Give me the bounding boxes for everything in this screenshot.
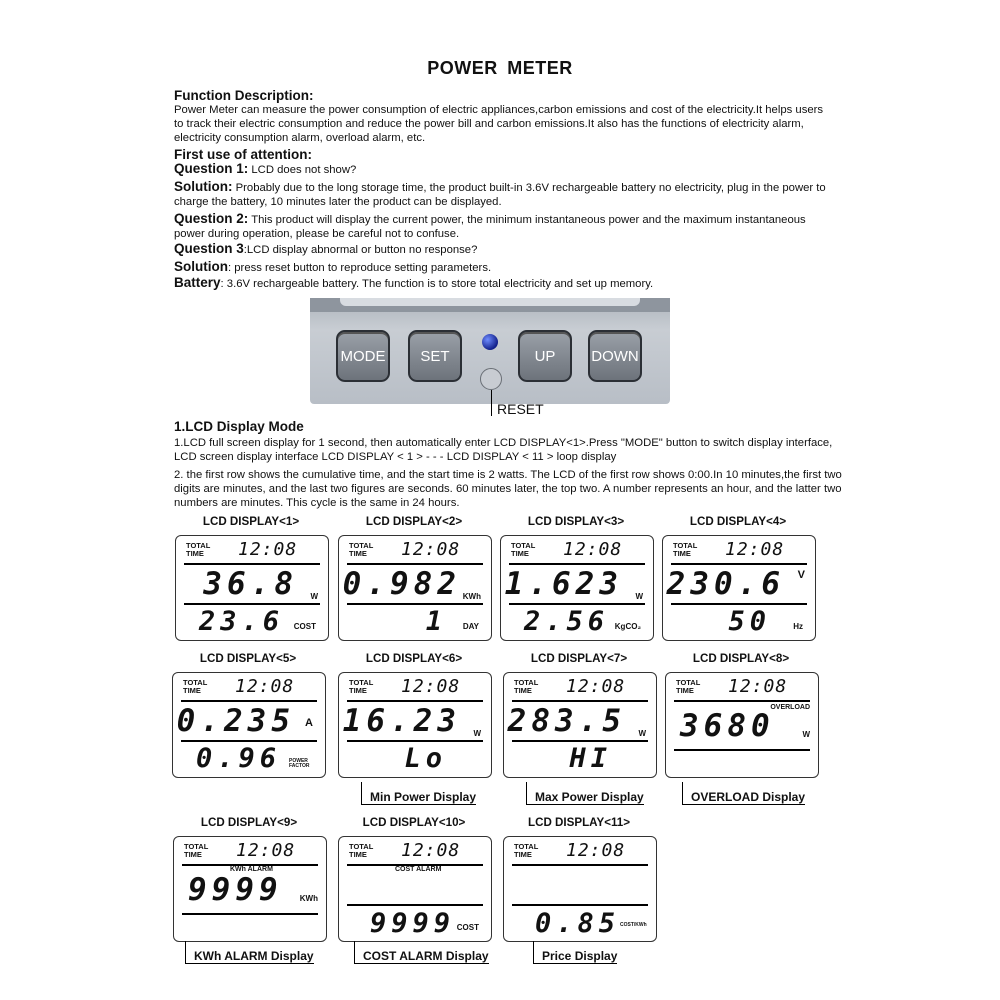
lcd-mid-unit: KgCO₂ <box>614 622 641 631</box>
lcd-big-unit: W <box>473 729 481 738</box>
set-button[interactable]: SET <box>408 330 462 382</box>
time-label: TIME <box>511 549 529 558</box>
lcd-big-value: 9999 <box>188 872 283 908</box>
total-label: TOTAL <box>349 842 374 851</box>
up-button[interactable]: UP <box>518 330 572 382</box>
time-label: TIME <box>673 549 691 558</box>
display-label: KWh ALARM Display <box>185 941 314 964</box>
lcd-caption: LCD DISPLAY<3> <box>527 515 625 528</box>
lcd-caption: LCD DISPLAY<6> <box>365 652 463 665</box>
total-label: TOTAL <box>514 842 539 851</box>
lcd-screen <box>662 535 816 641</box>
battery-text: : 3.6V rechargeable battery. The function is to store total electricity and set up memory. <box>220 278 654 290</box>
battery-label: Battery <box>174 275 221 290</box>
lcd-big-value: 283.5 <box>507 703 626 739</box>
q2-label: Question 2: <box>174 211 249 226</box>
s1-text: Probably due to the long storage time, the product built-in 3.6V rechargeable battery no electricity, plug in the power to charge the battery, 10 minutes later the product can be displayed. <box>174 182 826 208</box>
lcd-big-unit: KWh <box>462 592 481 601</box>
lcd-caption: LCD DISPLAY<7> <box>530 652 628 665</box>
lcd-caption: LCD DISPLAY<5> <box>199 652 297 665</box>
lcd-mid-value: HI <box>569 743 612 774</box>
total-label: TOTAL <box>349 678 374 687</box>
lcd-mode-p1: 1.LCD full screen display for 1 second, then automatically enter LCD DISPLAY<1>.Press "MODE" button to switch display interface, LCD screen display interface LCD DISPLAY < 1 > - - - LCD DISPLAY < 11 > loop display <box>174 437 833 463</box>
total-label: TOTAL <box>673 541 698 550</box>
lcd-big-unit: KWh <box>299 894 318 903</box>
total-label: TOTAL <box>349 541 374 550</box>
lcd-screen <box>665 672 819 778</box>
total-label: TOTAL <box>511 541 536 550</box>
lcd-screen <box>173 836 327 942</box>
display-label: Price Display <box>533 941 617 964</box>
lcd-big-value: 3680 <box>680 708 775 744</box>
total-time-label <box>673 542 697 558</box>
s2-text: : press reset button to reproduce setting parameters. <box>228 262 492 274</box>
clock-readout: 12:08 <box>401 840 461 861</box>
lcd-mode-section <box>174 420 844 510</box>
lcd-mid-value: 50 <box>728 606 771 637</box>
total-label: TOTAL <box>676 678 701 687</box>
clock-readout: 12:08 <box>401 539 461 560</box>
reset-label: RESET <box>497 401 544 417</box>
lcd-big-value: 16.23 <box>342 703 461 739</box>
lcd-caption: LCD DISPLAY<1> <box>202 515 300 528</box>
function-heading: Function Description: <box>174 88 314 103</box>
lcd-small-label: COST ALARM <box>395 866 442 873</box>
lcd-screen <box>175 535 329 641</box>
total-time-label <box>514 843 538 859</box>
mode-button[interactable]: MODE <box>336 330 390 382</box>
function-text: Power Meter can measure the power consumption of electric appliances,carbon emissions and cost of the electricity.It helps users to track their electric consumption and reduce the power bill and carbon emissions.It also has the functions of electricity alarm, electricity consumption alarm, overload alarm, etc. <box>174 104 824 144</box>
lcd-caption: LCD DISPLAY<10> <box>362 816 466 829</box>
lcd-divider-bottom <box>347 603 483 605</box>
clock-readout: 12:08 <box>236 840 296 861</box>
lcd-mid-unit: COST <box>293 622 316 631</box>
attention-heading: First use of attention: <box>174 147 312 162</box>
lcd-divider-top <box>512 864 648 866</box>
time-label: TIME <box>514 850 532 859</box>
lcd-big-value: 36.8 <box>203 566 298 602</box>
clock-readout: 12:08 <box>566 676 626 697</box>
lcd-mid-unit: Hz <box>793 622 803 631</box>
lcd-mode-heading: 1.LCD Display Mode <box>174 419 304 434</box>
clock-readout: 12:08 <box>725 539 785 560</box>
lcd-big-unit: A <box>305 717 313 729</box>
lcd-screen <box>172 672 326 778</box>
lcd-caption: LCD DISPLAY<8> <box>692 652 790 665</box>
lcd-small-label: OVERLOAD <box>770 704 810 711</box>
lcd-big-value: 230.6 <box>666 566 785 602</box>
display-label: COST ALARM Display <box>354 941 489 964</box>
lcd-mid-value: 0.96 <box>195 743 281 774</box>
lcd-big-unit: W <box>638 729 646 738</box>
lcd-divider-bottom <box>674 749 810 751</box>
q3-label: Question 3 <box>174 241 244 256</box>
lcd-small-label: KWh ALARM <box>230 866 273 873</box>
lcd-screen <box>503 836 657 942</box>
lcd-mid-unit: DAY <box>462 622 479 631</box>
display-label: Min Power Display <box>361 782 476 805</box>
lcd-mode-p2: 2. the first row shows the cumulative time, and the start time is 2 watts. The LCD of the first row shows 0:00.In 10 minutes,the first two digits are minutes, and the last two figures are seconds. 60 minutes later, the top two. A number represents an hour, and the latter two numbers are minutes. This cycle is the same in 24 hours. <box>174 469 842 509</box>
lcd-caption: LCD DISPLAY<11> <box>527 816 631 829</box>
q2-text: This product will display the current power, the minimum instantaneous power and the maximum instantaneous power during operation, please be careful not to confuse. <box>174 214 806 240</box>
lcd-screen <box>500 535 654 641</box>
page-title: POWER METER <box>427 58 573 78</box>
lcd-mid-unit: COST/KWh <box>620 922 647 928</box>
lcd-mid-unit: POWER FACTOR <box>289 758 310 769</box>
lcd-divider-bottom <box>512 904 648 906</box>
lcd-big-unit: W <box>802 730 810 739</box>
lcd-mid-value: 23.6 <box>198 606 284 637</box>
led-indicator-icon <box>482 334 498 350</box>
s1-label: Solution: <box>174 179 233 194</box>
lcd-screen <box>338 535 492 641</box>
time-label: TIME <box>186 549 204 558</box>
lcd-big-value: 1.623 <box>504 566 623 602</box>
down-button[interactable]: DOWN <box>588 330 642 382</box>
lcd-big-unit: W <box>310 592 318 601</box>
lcd-divider-bottom <box>347 904 483 906</box>
lcd-big-unit: W <box>635 592 643 601</box>
lcd-mid-unit: COST <box>456 923 479 932</box>
time-label: TIME <box>184 850 202 859</box>
total-label: TOTAL <box>183 678 208 687</box>
clock-readout: 12:08 <box>566 840 626 861</box>
time-label: TIME <box>349 850 367 859</box>
lcd-mid-value: 0.85 <box>534 908 620 939</box>
display-label: OVERLOAD Display <box>682 782 805 805</box>
total-label: TOTAL <box>514 678 539 687</box>
clock-readout: 12:08 <box>235 676 295 697</box>
lcd-mid-value: 9999 <box>369 908 455 939</box>
q1-text: LCD does not show? <box>248 164 357 176</box>
total-label: TOTAL <box>184 842 209 851</box>
time-label: TIME <box>676 686 694 695</box>
total-time-label <box>514 679 538 695</box>
s2-label: Solution <box>174 259 228 274</box>
lcd-caption: LCD DISPLAY<4> <box>689 515 787 528</box>
total-time-label <box>349 679 373 695</box>
time-label: TIME <box>349 686 367 695</box>
panel-bar <box>340 298 640 306</box>
total-label: TOTAL <box>186 541 211 550</box>
time-label: TIME <box>183 686 201 695</box>
attention-section <box>174 148 834 291</box>
lcd-divider-top <box>674 700 810 702</box>
time-label: TIME <box>514 686 532 695</box>
lcd-screen <box>503 672 657 778</box>
total-time-label <box>349 542 373 558</box>
total-time-label <box>183 679 207 695</box>
lcd-divider-bottom <box>182 913 318 915</box>
button-panel <box>310 298 670 404</box>
time-label: TIME <box>349 549 367 558</box>
lcd-big-value: 0.235 <box>176 703 295 739</box>
lcd-screen <box>338 836 492 942</box>
total-time-label <box>186 542 210 558</box>
total-time-label <box>349 843 373 859</box>
clock-readout: 12:08 <box>728 676 788 697</box>
display-label: Max Power Display <box>526 782 644 805</box>
clock-readout: 12:08 <box>238 539 298 560</box>
total-time-label <box>184 843 208 859</box>
q1-label: Question 1: <box>174 161 249 176</box>
lcd-caption: LCD DISPLAY<9> <box>200 816 298 829</box>
lcd-mid-value: 1 <box>425 606 447 637</box>
q3-text: :LCD display abnormal or button no response? <box>243 244 478 256</box>
reset-leader-line <box>491 390 492 416</box>
clock-readout: 12:08 <box>563 539 623 560</box>
lcd-mid-value: 2.56 <box>523 606 609 637</box>
lcd-big-value: 0.982 <box>342 566 461 602</box>
reset-button[interactable] <box>480 368 502 390</box>
lcd-mid-value: Lo <box>404 743 447 774</box>
lcd-screen <box>338 672 492 778</box>
total-time-label <box>511 542 535 558</box>
function-section <box>174 89 834 145</box>
lcd-big-unit: V <box>797 569 805 581</box>
lcd-caption: LCD DISPLAY<2> <box>365 515 463 528</box>
clock-readout: 12:08 <box>401 676 461 697</box>
total-time-label <box>676 679 700 695</box>
